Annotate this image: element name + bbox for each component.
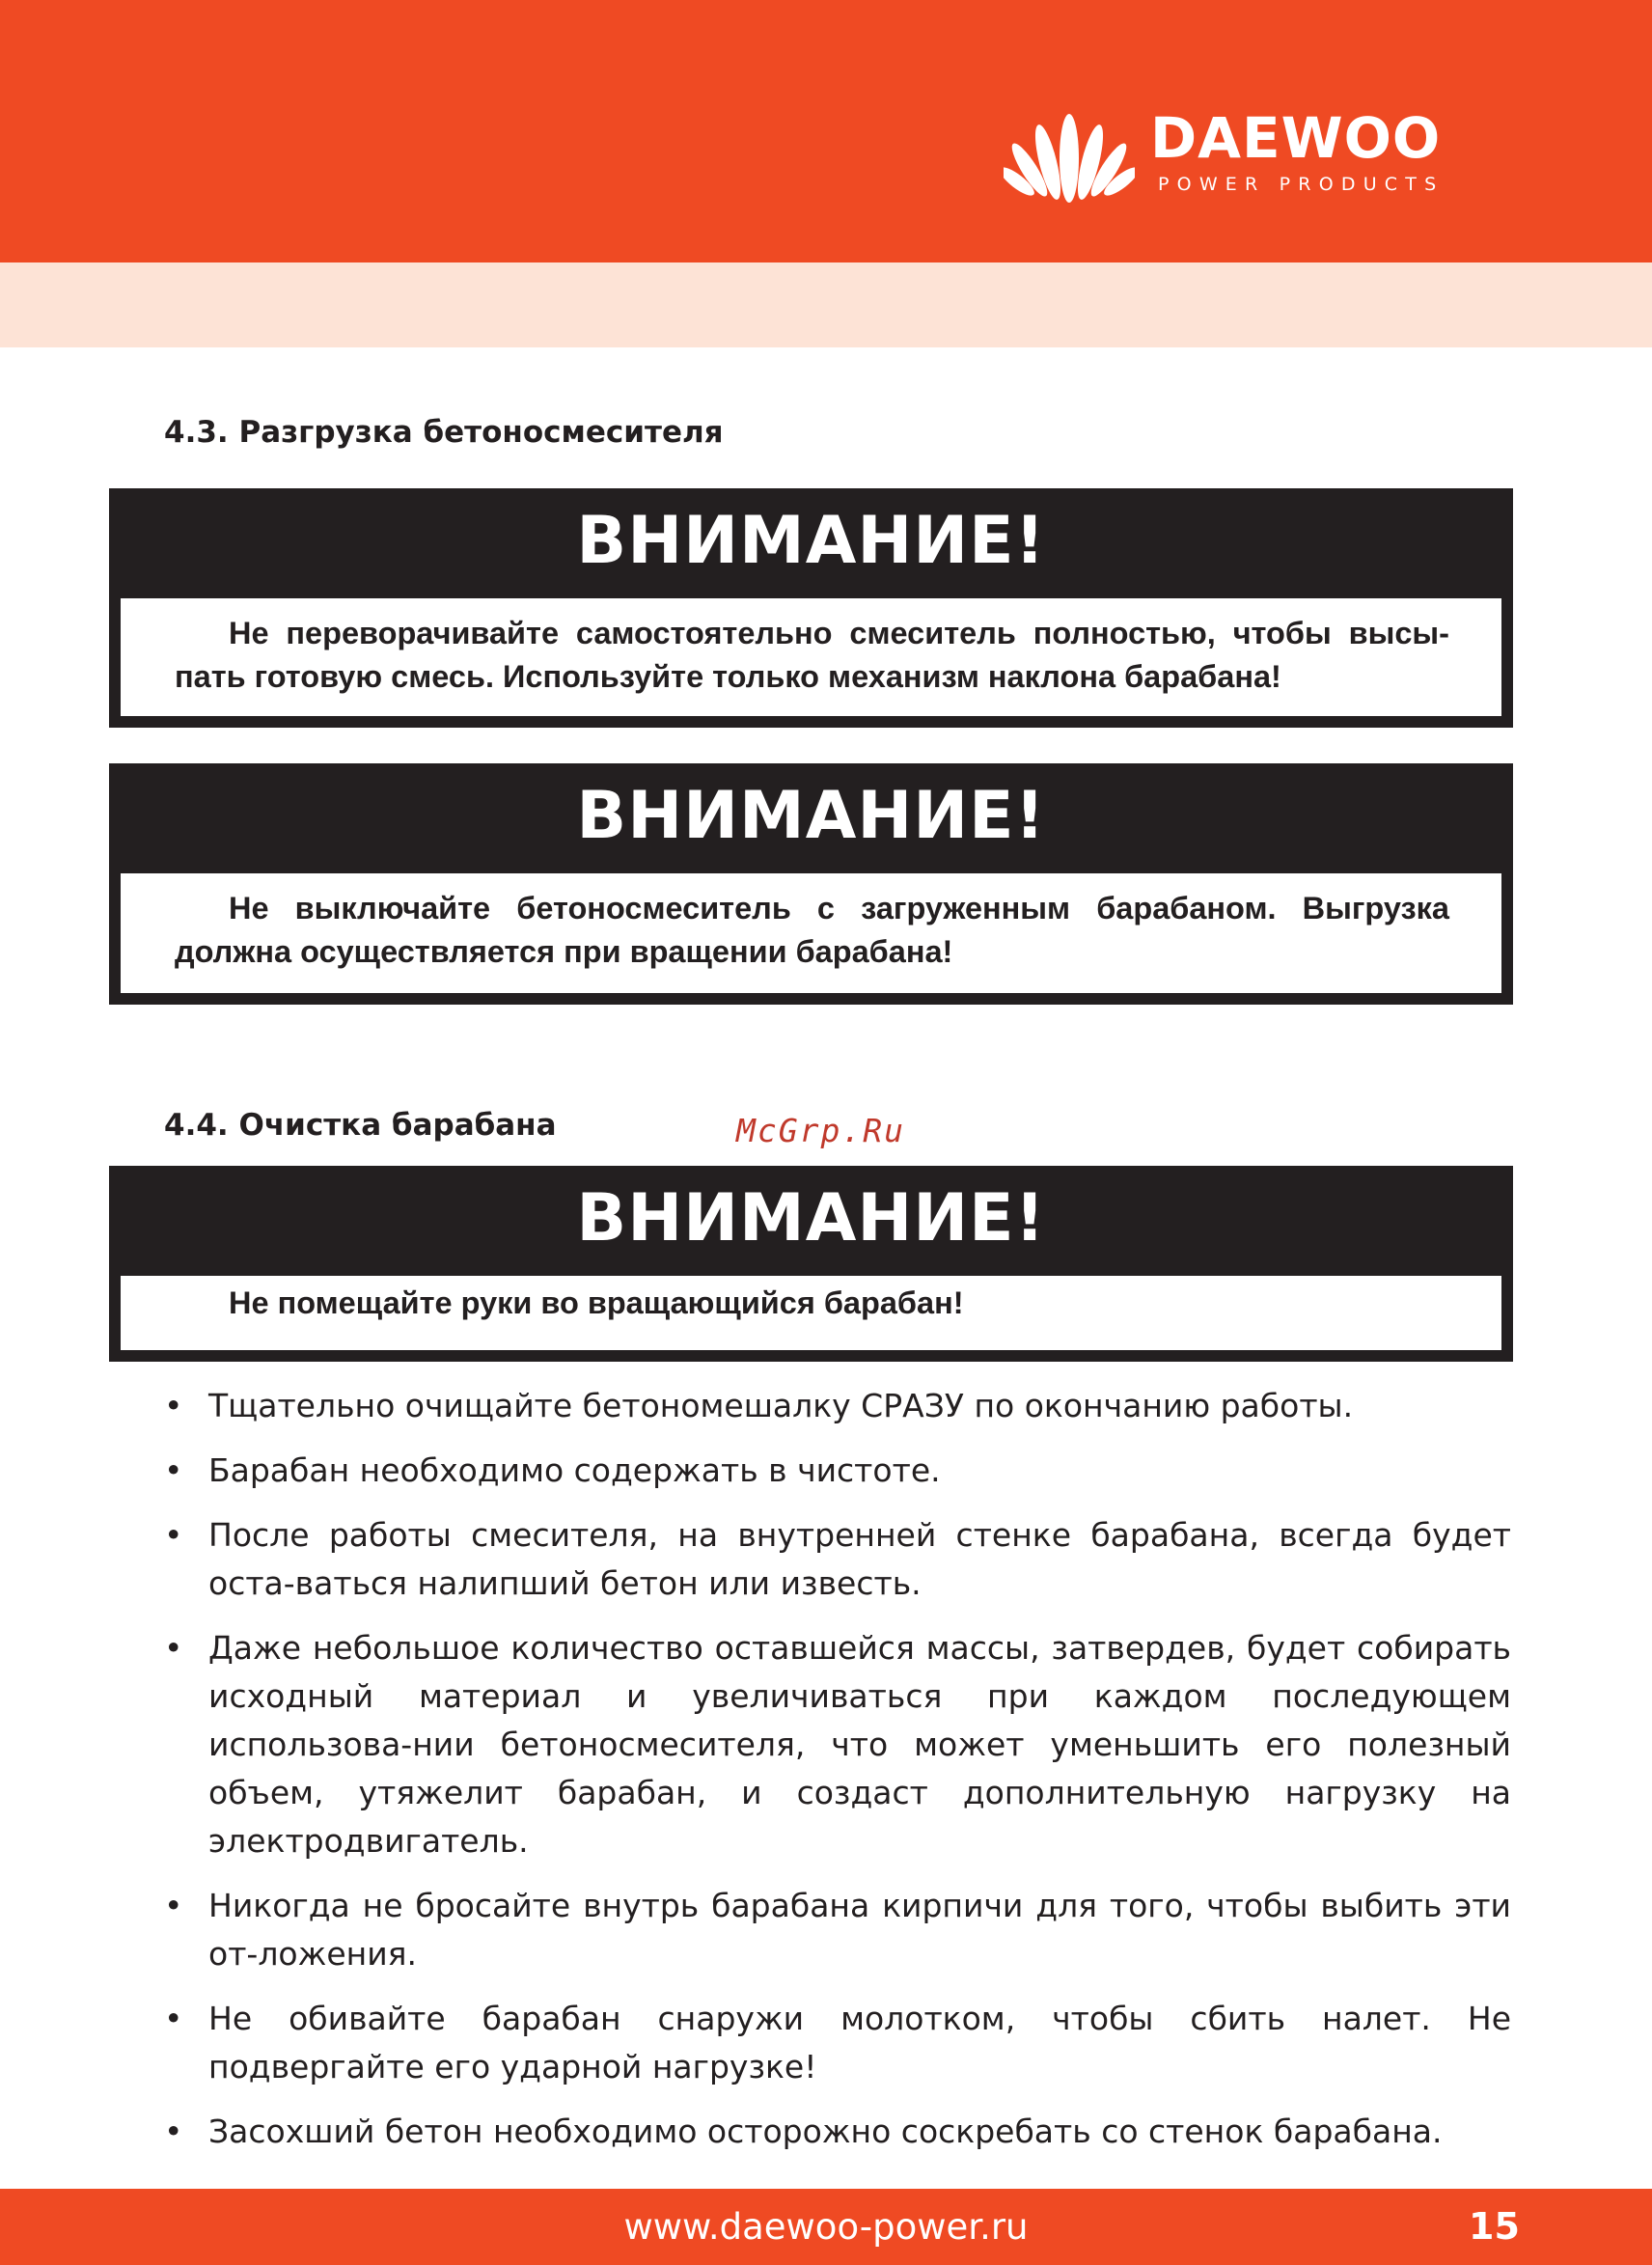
bullet-icon: • [164,2000,183,2037]
list-item: • Даже небольшое количество оставшейся массы, затвердев, будет собирать исходный материал и увеличиваться при каждом последующем использова-нии бетоносмесителя, что может уменьшить его полезный объем, утяжелит барабан, и создаст дополнительную нагрузку на электродвигатель. [164,1624,1511,1865]
warning-text: Не помещайте руки во вращающийся барабан! [229,1285,964,1320]
bullet-icon: • [164,2113,183,2150]
cleaning-instructions-list [164,1382,1511,2172]
section-heading-4-4: 4.4. Очистка барабана [164,1108,557,1143]
list-item: • Не обивайте барабан снаружи молотком, чтобы сбить налет. Не подвергайте его ударной нагрузке! [164,1995,1511,2091]
warning-box [109,1166,1513,1362]
brand-subtitle: POWER PRODUCTS [1158,174,1445,195]
daewoo-fan-logo-icon [1004,104,1135,205]
bullet-icon: • [164,1887,183,1924]
warning-box [109,763,1513,1005]
list-item: • Барабан необходимо содержать в чистоте. [164,1447,1511,1495]
brand-name: DAEWOO [1150,105,1442,171]
footer-band [0,2189,1652,2265]
list-item: • Засохший бетон необходимо осторожно соскребать со стенок барабана. [164,2108,1511,2156]
warning-text: Не переворачивайте самостоятельно смеситель полностью, чтобы высы-пать готовую смесь. Используйте только механизм наклона барабана! [175,616,1449,694]
footer-website-link[interactable]: www.daewoo-power.ru [623,2206,1029,2248]
page-number: 15 [1469,2205,1520,2248]
header-band [0,0,1652,262]
bullet-icon: • [164,1516,183,1554]
warning-body [121,598,1501,716]
bullet-icon: • [164,1387,183,1424]
warning-title: ВНИМАНИЕ! [576,1180,1046,1257]
warning-body [121,873,1501,993]
list-item: • После работы смесителя, на внутренней стенке барабана, всегда будет оста-ваться налипший бетон или известь. [164,1511,1511,1608]
watermark: McGrp.Ru [736,1112,905,1149]
bullet-icon: • [164,1451,183,1489]
header-subband [0,262,1652,347]
warning-text: Не выключайте бетоносмеситель с загруженным барабаном. Выгрузка должна осуществляется при вращении барабана! [175,891,1449,969]
warning-title: ВНИМАНИЕ! [576,503,1046,579]
list-item: • Тщательно очищайте бетономешалку СРАЗУ по окончанию работы. [164,1382,1511,1430]
warning-body [121,1276,1501,1350]
daewoo-logo [1004,104,1486,205]
list-item: • Никогда не бросайте внутрь барабана кирпичи для того, чтобы выбить эти от-ложения. [164,1882,1511,1978]
warning-title: ВНИМАНИЕ! [576,778,1046,854]
section-heading-4-3: 4.3. Разгрузка бетоносмесителя [164,415,724,450]
warning-box [109,488,1513,728]
bullet-icon: • [164,1629,183,1667]
